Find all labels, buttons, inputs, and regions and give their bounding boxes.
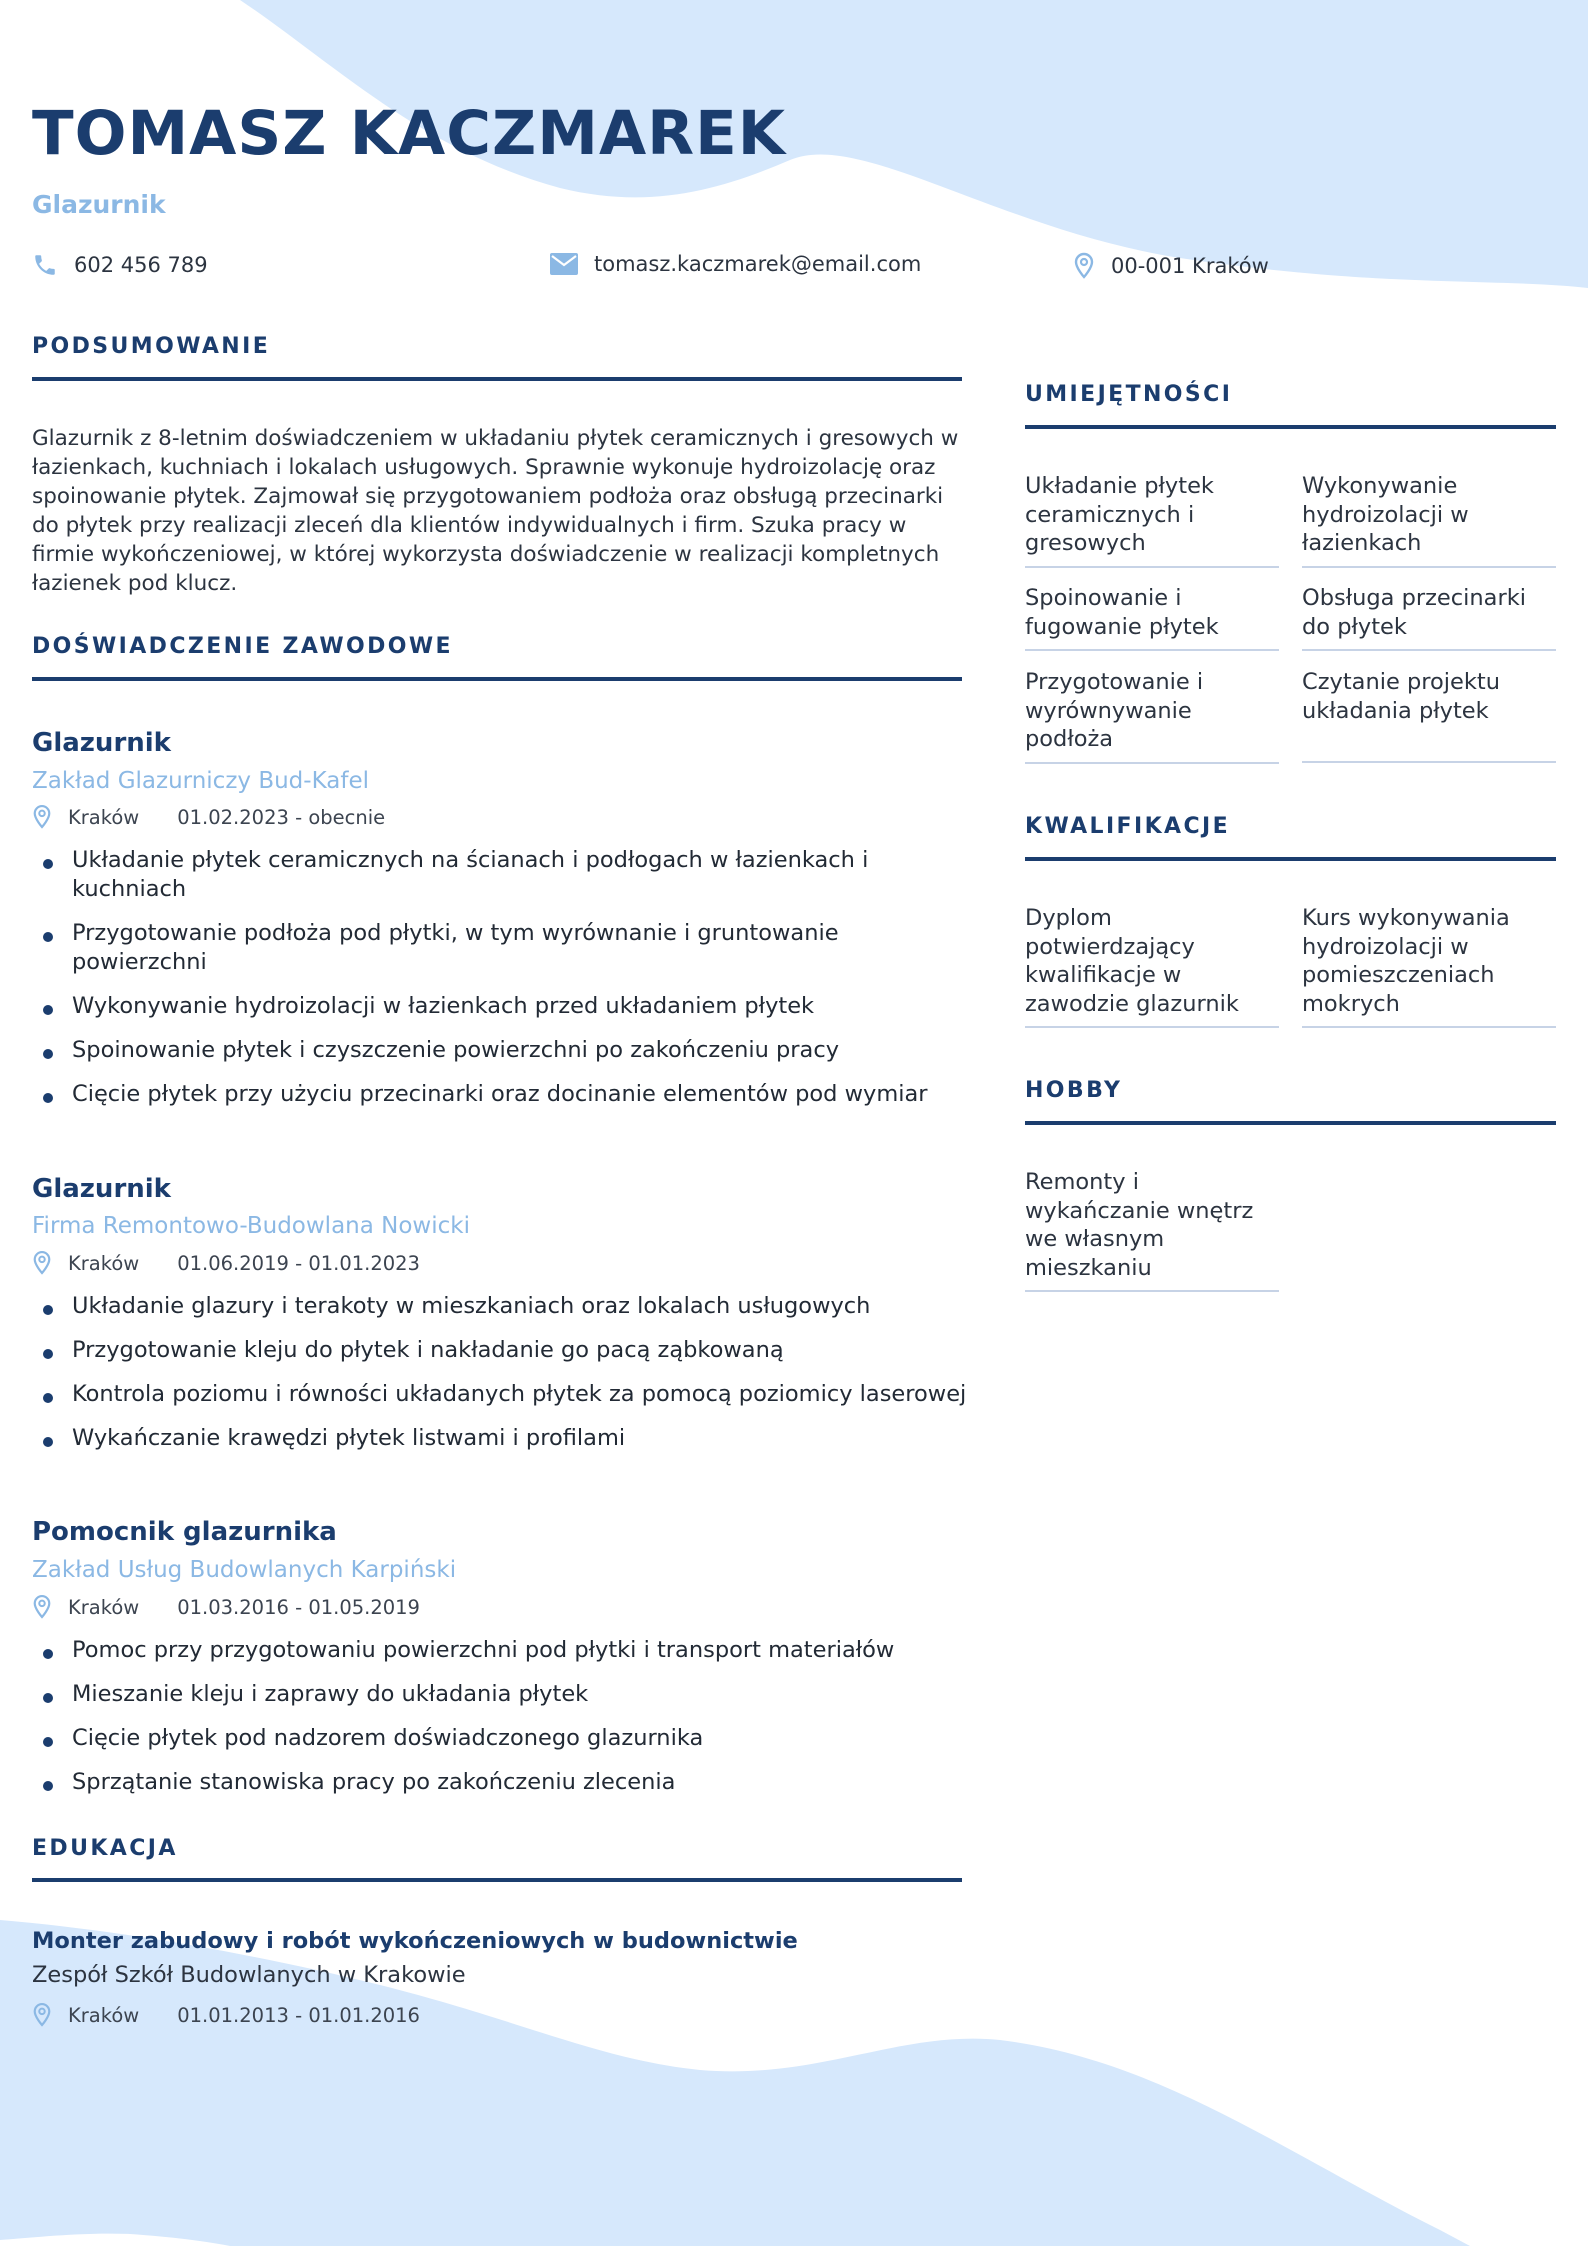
skill-item: Czytanie projektu układania płytek: [1302, 668, 1556, 763]
location-pin-icon: [32, 804, 52, 830]
email-contact: [550, 252, 921, 276]
education-dates: 01.01.2013 - 01.01.2016: [177, 2003, 420, 2027]
job-2-title: Glazurnik: [32, 1174, 171, 1204]
location-contact: [1073, 252, 1269, 280]
job-2-city: Kraków: [68, 1251, 140, 1275]
job-3-title: Pomocnik glazurnika: [32, 1517, 337, 1547]
job-2-bullets: [32, 1292, 967, 1453]
skill-item: Wykonywanie hydroizolacji w łazienkach: [1302, 472, 1556, 568]
list-item: Przygotowanie kleju do płytek i nakładanie go pacą ząbkowaną: [32, 1336, 967, 1365]
skill-item: Układanie płytek ceramicznych i gresowych: [1025, 472, 1279, 568]
education-city: Kraków: [68, 2003, 140, 2027]
email-address[interactable]: tomasz.kaczmarek@email.com: [594, 252, 922, 276]
qualifications-heading: KWALIFIKACJE: [1025, 814, 1231, 839]
list-item: Cięcie płytek pod nadzorem doświadczonego glazurnika: [32, 1724, 967, 1753]
hobby-item: Remonty i wykańczanie wnętrz we własnym mieszkaniu: [1025, 1168, 1279, 1292]
list-item: Wykonywanie hydroizolacji w łazienkach przed układaniem płytek: [32, 992, 967, 1021]
mail-icon: [550, 253, 578, 275]
job-3-dates: 01.03.2016 - 01.05.2019: [177, 1595, 420, 1619]
job-2-dates: 01.06.2019 - 01.01.2023: [177, 1251, 420, 1275]
list-item: Układanie glazury i terakoty w mieszkaniach oraz lokalach usługowych: [32, 1292, 967, 1321]
job-1-bullets: [32, 846, 967, 1109]
hobby-heading: HOBBY: [1025, 1078, 1123, 1103]
job-1-dates: 01.02.2023 - obecnie: [177, 805, 386, 829]
job-2-meta: [32, 1250, 420, 1276]
experience-divider: [32, 677, 962, 681]
summary-text: Glazurnik z 8-letnim doświadczeniem w układaniu płytek ceramicznych i gresowych w łazienkach, kuchniach i lokalach usługowych. Sprawnie wykonuje hydroizolację oraz spoinowanie płytek. Zajmował się przygotowaniem podłoża oraz obsługą przecinarki do płytek przy realizacji zleceń dla klientów indywidualnych i firm. Szuka pracy w firmie wykończeniowej, w której wykorzysta doświadczenie w realizacji kompletnych łazienek pod klucz.: [32, 426, 959, 596]
list-item: Przygotowanie podłoża pod płytki, w tym wyrównanie i gruntowanie powierzchni: [32, 919, 967, 977]
list-item: Mieszanie kleju i zaprawy do układania płytek: [32, 1680, 967, 1709]
location-pin-icon: [1073, 252, 1095, 280]
hobby-divider: [1025, 1121, 1556, 1125]
job-3-city: Kraków: [68, 1595, 140, 1619]
location-text: 00-001 Kraków: [1111, 254, 1269, 278]
education-meta: [32, 2002, 420, 2028]
qualifications-divider: [1025, 857, 1556, 861]
experience-heading: DOŚWIADCZENIE ZAWODOWE: [32, 634, 453, 659]
candidate-name: TOMASZ KACZMAREK: [32, 98, 787, 169]
phone-contact: [32, 252, 208, 278]
education-divider: [32, 1878, 962, 1882]
job-2-company: Firma Remontowo-Budowlana Nowicki: [32, 1213, 470, 1239]
job-1-title: Glazurnik: [32, 728, 171, 758]
skill-item: Przygotowanie i wyrównywanie podłoża: [1025, 668, 1279, 764]
list-item: Wykańczanie krawędzi płytek listwami i profilami: [32, 1424, 967, 1453]
location-pin-icon: [32, 1594, 52, 1620]
job-1-company: Zakład Glazurniczy Bud-Kafel: [32, 768, 369, 794]
location-pin-icon: [32, 2002, 52, 2028]
education-heading: EDUKACJA: [32, 1836, 178, 1861]
skill-item: Spoinowanie i fugowanie płytek: [1025, 584, 1279, 651]
job-1-meta: [32, 804, 385, 830]
education-school: Zespół Szkół Budowlanych w Krakowie: [32, 1962, 466, 1988]
job-3-company: Zakład Usług Budowlanych Karpiński: [32, 1557, 457, 1583]
list-item: Cięcie płytek przy użyciu przecinarki oraz docinanie elementów pod wymiar: [32, 1080, 967, 1109]
list-item: Sprzątanie stanowiska pracy po zakończeniu zlecenia: [32, 1768, 967, 1797]
phone-number[interactable]: 602 456 789: [74, 253, 208, 277]
summary-heading: PODSUMOWANIE: [32, 334, 271, 359]
job-1-city: Kraków: [68, 805, 140, 829]
skills-heading: UMIEJĘTNOŚCI: [1025, 382, 1233, 407]
skills-divider: [1025, 425, 1556, 429]
education-degree: Monter zabudowy i robót wykończeniowych w budownictwie: [32, 1928, 798, 1954]
skill-item: Obsługa przecinarki do płytek: [1302, 584, 1556, 651]
list-item: Kontrola poziomu i równości układanych płytek za pomocą poziomicy laserowej: [32, 1380, 967, 1409]
list-item: Układanie płytek ceramicznych na ścianach i podłogach w łazienkach i kuchniach: [32, 846, 967, 904]
job-title: Glazurnik: [32, 190, 166, 219]
qualification-item: Dyplom potwierdzający kwalifikacje w zawodzie glazurnik: [1025, 904, 1279, 1028]
job-3-meta: [32, 1594, 420, 1620]
summary-divider: [32, 377, 962, 381]
job-3-bullets: [32, 1636, 967, 1797]
qualification-item: Kurs wykonywania hydroizolacji w pomieszczeniach mokrych: [1302, 904, 1556, 1028]
phone-icon: [32, 252, 58, 278]
list-item: Spoinowanie płytek i czyszczenie powierzchni po zakończeniu pracy: [32, 1036, 967, 1065]
list-item: Pomoc przy przygotowaniu powierzchni pod płytki i transport materiałów: [32, 1636, 967, 1665]
location-pin-icon: [32, 1250, 52, 1276]
